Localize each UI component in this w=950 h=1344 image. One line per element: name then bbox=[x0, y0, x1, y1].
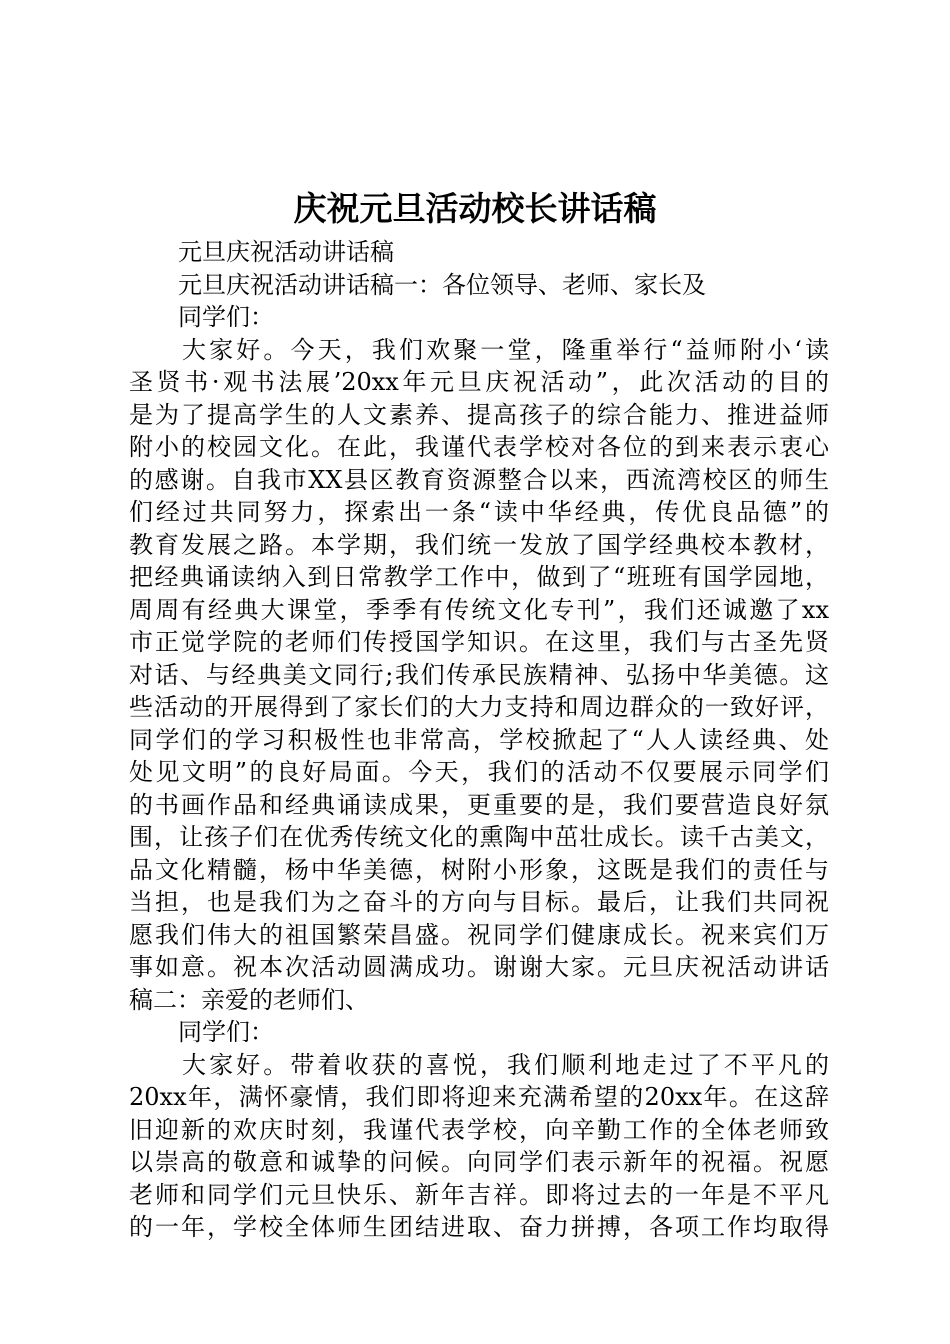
text-line: 同学们： bbox=[178, 1018, 274, 1046]
text-line: 的书画作品和经典诵读成果，更重要的是，我们要营造良好氛 bbox=[129, 790, 829, 819]
text-line: 大家好。今天，我们欢聚一堂，隆重举行“益师附小‘读 bbox=[182, 335, 829, 364]
text-line: 品文化精髓，杨中华美德，树附小形象，这既是我们的责任与 bbox=[129, 855, 829, 884]
text-line: 些活动的开展得到了家长们的大力支持和周边群众的一致好评， bbox=[129, 693, 829, 721]
text-line: 教育发展之路。本学期，我们统一发放了国学经典校本教材， bbox=[129, 530, 829, 559]
text-line: 大家好。带着收获的喜悦，我们顺利地走过了不平凡的 bbox=[182, 1050, 829, 1079]
text-line: 的感谢。自我市XX县区教育资源整合以来，西流湾校区的师生 bbox=[129, 465, 829, 494]
text-line: 处见文明”的良好局面。今天，我们的活动不仅要展示同学们 bbox=[129, 758, 829, 786]
text-line: 元旦庆祝活动讲话稿一：各位领导、老师、家长及 bbox=[178, 270, 706, 299]
text-line: 把经典诵读纳入到日常教学工作中，做到了“班班有国学园地， bbox=[129, 563, 829, 591]
text-line: 圣贤书·观书法展’20xx年元旦庆祝活动”，此次活动的目的 bbox=[129, 368, 829, 396]
text-line: 愿我们伟大的祖国繁荣昌盛。祝同学们健康成长。祝来宾们万 bbox=[129, 920, 829, 949]
text-line: 围，让孩子们在优秀传统文化的熏陶中茁壮成长。读千古美文， bbox=[129, 823, 829, 851]
document-body bbox=[129, 236, 829, 1244]
text-line: 对话、与经典美文同行;我们传承民族精神、弘扬中华美德。这 bbox=[129, 660, 829, 689]
text-line: 老师和同学们元旦快乐、新年吉祥。即将过去的一年是不平凡 bbox=[129, 1180, 829, 1209]
text-line: 附小的校园文化。在此，我谨代表学校对各位的到来表示衷心 bbox=[129, 433, 829, 461]
text-line: 们经过共同努力，探索出一条“读中华经典，传优良品德”的 bbox=[129, 498, 829, 526]
text-line: 事如意。祝本次活动圆满成功。谢谢大家。元旦庆祝活动讲话 bbox=[129, 953, 829, 981]
text-line: 市正觉学院的老师们传授国学知识。在这里，我们与古圣先贤 bbox=[129, 628, 829, 656]
text-line: 以崇高的敬意和诚挚的问候。向同学们表示新年的祝福。祝愿 bbox=[129, 1148, 829, 1176]
text-line: 当担，也是我们为之奋斗的方向与目标。最后，让我们共同祝 bbox=[129, 888, 829, 916]
text-line: 元旦庆祝活动讲话稿 bbox=[178, 238, 394, 266]
document-title: 庆祝元旦活动校长讲话稿 bbox=[293, 189, 657, 228]
text-line: 旧迎新的欢庆时刻，我谨代表学校，向辛勤工作的全体老师致 bbox=[129, 1115, 829, 1144]
text-line: 同学们： bbox=[178, 303, 274, 331]
text-line: 同学们的学习积极性也非常高，学校掀起了“人人读经典、处 bbox=[129, 725, 829, 754]
text-line: 是为了提高学生的人文素养、提高孩子的综合能力、推进益师 bbox=[129, 400, 829, 429]
text-line: 稿二：亲爱的老师们、 bbox=[129, 985, 369, 1014]
text-line: 的一年，学校全体师生团结进取、奋力拼搏，各项工作均取得 bbox=[129, 1213, 829, 1241]
text-line: 20xx年，满怀豪情，我们即将迎来充满希望的20xx年。在这辞 bbox=[129, 1083, 829, 1111]
text-line: 周周有经典大课堂，季季有传统文化专刊”，我们还诚邀了xx bbox=[129, 595, 829, 624]
